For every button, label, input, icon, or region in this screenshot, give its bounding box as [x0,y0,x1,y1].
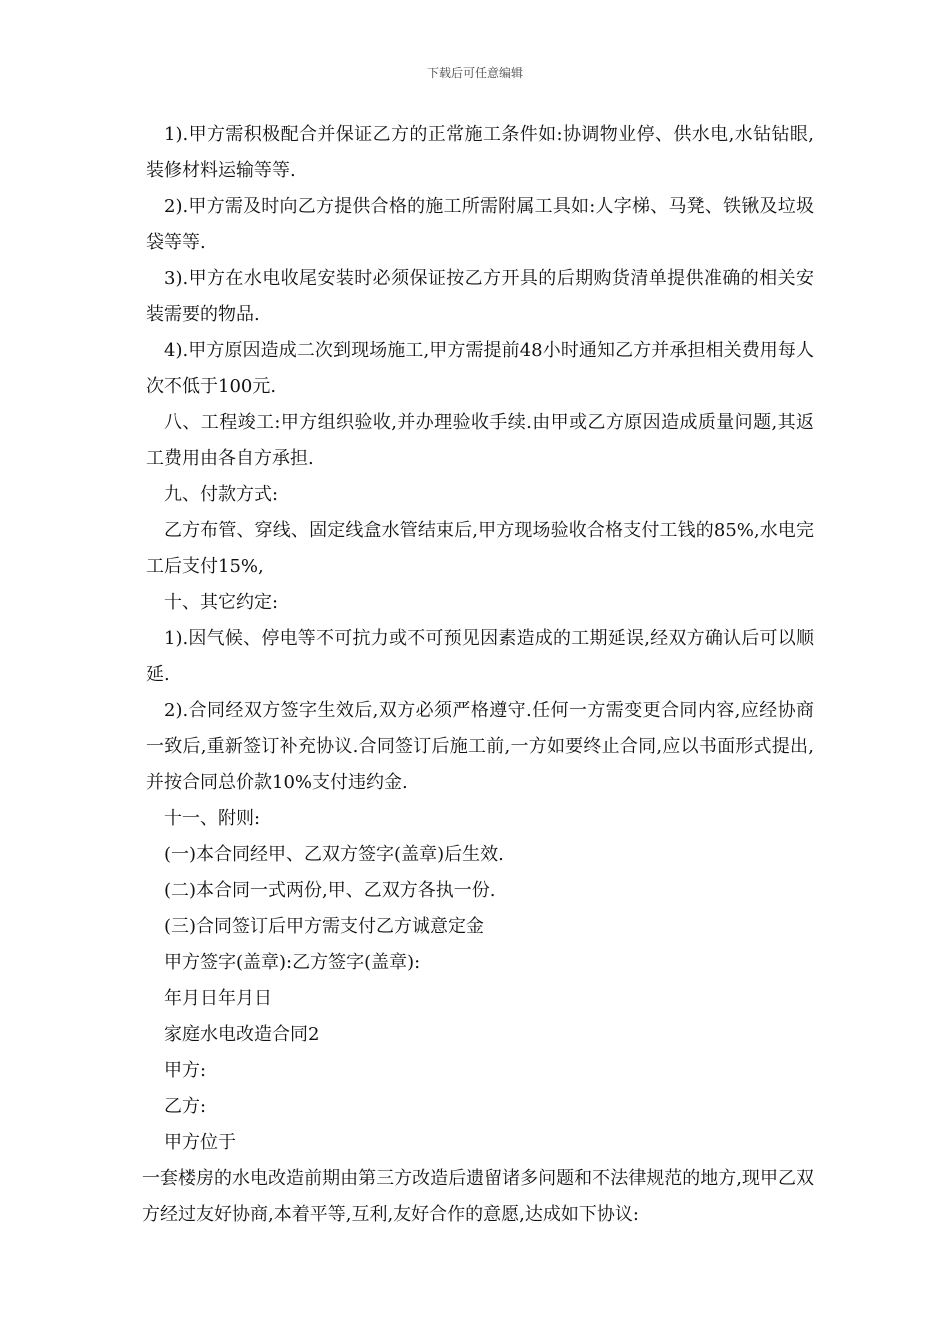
party-b-label: 乙方: [164,1096,207,1117]
section-9-payment-terms: 乙方布管、穿线、固定线盒水管结束后,甲方现场验收合格支付工钱的85%,水电完工后支付15%, [146,520,814,577]
clause-party-a-duty-2: 2).甲方需及时向乙方提供合格的施工所需附属工具如:人字梯、马凳、铁锹及垃圾袋等等. [146,196,814,253]
contract-2-title: 家庭水电改造合同2 [164,1024,320,1045]
section-9-heading: 九、付款方式: [164,484,279,505]
clause-party-a-duty-3: 3).甲方在水电收尾安装时必须保证按乙方开具的后期购货清单提供准确的相关安装需要的物品. [146,268,814,325]
signature-line: 甲方签字(盖章):乙方签字(盖章): [164,952,421,973]
section-8-completion: 八、工程竣工:甲方组织验收,并办理验收手续.由甲或乙方原因造成质量问题,其返工费用由各自方承担. [146,412,814,469]
section-11-heading: 十一、附则: [164,808,261,829]
section-11-item-3: (三)合同签订后甲方需支付乙方诚意定金 [164,916,485,937]
party-a-location: 甲方位于 [164,1132,236,1153]
document-body [142,117,814,1233]
date-line: 年月日年月日 [164,988,272,1009]
section-11-item-1: (一)本合同经甲、乙双方签字(盖章)后生效. [164,844,504,865]
section-10-clause-2: 2).合同经双方签字生效后,双方必须严格遵守.任何一方需变更合同内容,应经协商一致后,重新签订补充协议.合同签订后施工前,一方如要终止合同,应以书面形式提出,并按合同总价款10%支付违约金. [146,700,814,793]
page-header-note: 下载后可任意编辑 [426,66,523,80]
section-11-item-2: (二)本合同一式两份,甲、乙双方各执一份. [164,880,496,901]
contract-2-preamble: 一套楼房的水电改造前期由第三方改造后遗留诸多问题和不法律规范的地方,现甲乙双方经过友好协商,本着平等,互利,友好合作的意愿,达成如下协议: [142,1168,814,1225]
section-10-clause-1: 1).因气候、停电等不可抗力或不可预见因素造成的工期延误,经双方确认后可以顺延. [146,628,814,685]
party-a-label: 甲方: [164,1060,207,1081]
section-10-heading: 十、其它约定: [164,592,279,613]
clause-party-a-duty-1: 1).甲方需积极配合并保证乙方的正常施工条件如:协调物业停、供水电,水钻钻眼,装修材料运输等等. [146,124,814,181]
clause-party-a-duty-4: 4).甲方原因造成二次到现场施工,甲方需提前48小时通知乙方并承担相关费用每人次不低于100元. [146,340,814,397]
